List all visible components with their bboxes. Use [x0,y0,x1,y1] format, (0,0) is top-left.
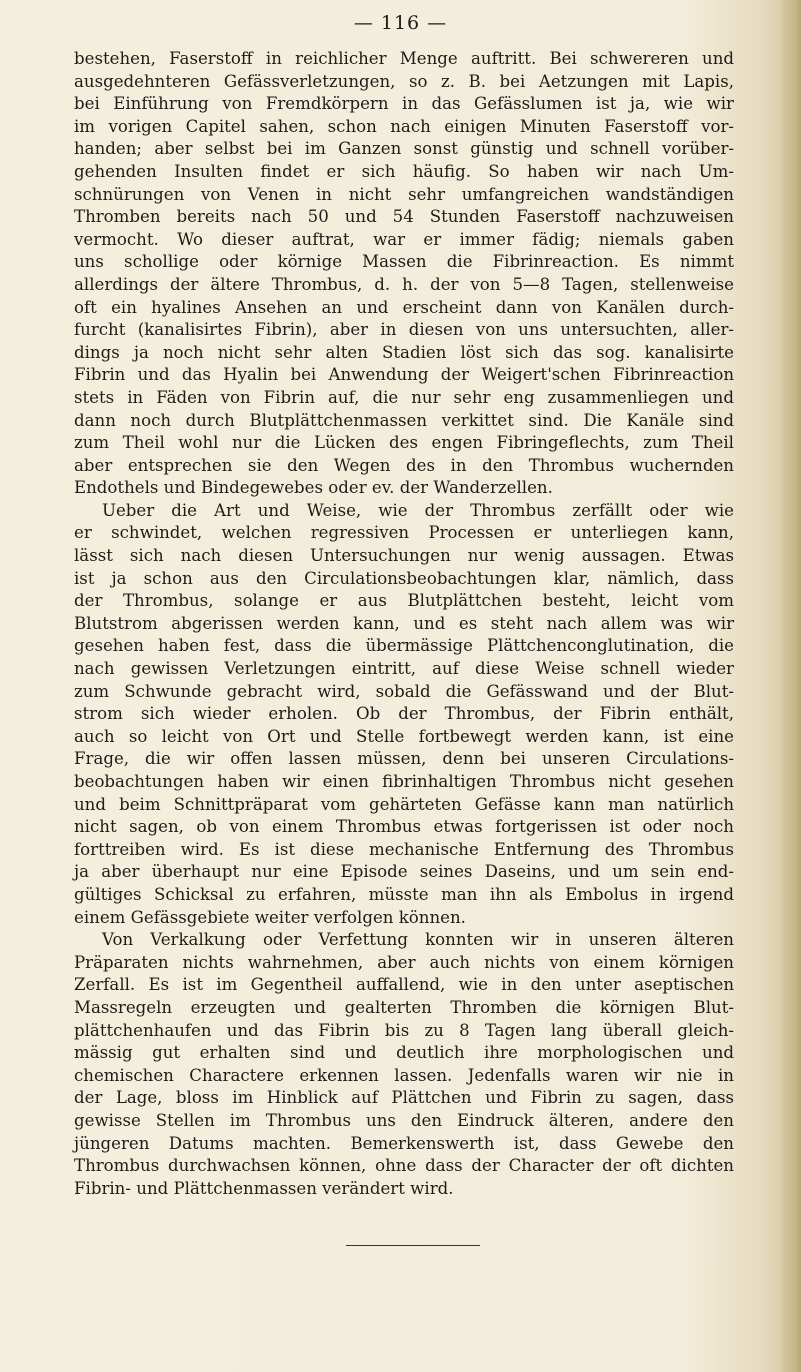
text-line: Frage, die wir offen lassen müssen, denn bei unseren Circulations- [74,749,734,769]
text-line: Fibrin- und Plättchenmassen verändert wird. [74,1178,454,1198]
text-line: oft ein hyalines Ansehen an und erscheint dann von Kanälen durch- [74,297,734,317]
text-line: Massregeln erzeugten und gealterten Thromben die körnigen Blut- [74,997,734,1017]
text-line: zum Schwunde gebracht wird, sobald die Gefässwand und der Blut- [74,681,734,701]
text-line: nicht sagen, ob von einem Thrombus etwas fortgerissen ist oder noch [74,817,734,837]
page-edge-shadow [779,0,801,1372]
text-line: gültiges Schicksal zu erfahren, müsste man ihn als Embolus in irgend [74,884,734,904]
page-number: — 116 — [353,12,448,34]
text-line: der Thrombus, solange er aus Blutplättchen besteht, leicht vom [74,591,734,611]
text-line: der Lage, bloss im Hinblick auf Plättchen und Fibrin zu sagen, dass [74,1088,734,1108]
text-line: gewisse Stellen im Thrombus uns den Eindruck älteren, andere den [74,1110,734,1130]
text-line: Von Verkalkung oder Verfettung konnten wir in unseren älteren [102,930,734,950]
text-line: Ueber die Art und Weise, wie der Thrombus zerfällt oder wie [102,500,734,520]
text-line: gehenden Insulten findet er sich häufig. So haben wir nach Um- [74,161,734,181]
text-line: strom sich wieder erholen. Ob der Thrombus, der Fibrin enthält, [74,704,734,724]
text-line: nach gewissen Verletzungen eintritt, auf diese Weise schnell wieder [74,659,734,679]
text-line: ja aber überhaupt nur eine Episode seines Daseins, und um sein end- [74,862,734,882]
text-line: Präparaten nichts wahrnehmen, aber auch nichts von einem körnigen [74,952,734,972]
text-line: Blutstrom abgerissen werden kann, und es steht nach allem was wir [74,613,734,633]
text-line: stets in Fäden von Fibrin auf, die nur sehr eng zusammenliegen und [74,387,734,407]
text-line: furcht (kanalisirtes Fibrin), aber in diesen von uns untersuchten, aller- [74,320,734,340]
text-line: bestehen, Faserstoff in reichlicher Menge auftritt. Bei schwereren und [74,49,734,68]
text-line: Endothels und Bindegewebes oder ev. der Wanderzellen. [74,478,553,498]
text-line: schnürungen von Venen in nicht sehr umfangreichen wandständigen [74,184,734,204]
text-line: im vorigen Capitel sahen, schon nach einigen Minuten Faserstoff vor- [74,116,734,136]
body-text [74,48,734,1200]
text-line: forttreiben wird. Es ist diese mechanische Entfernung des Thrombus [74,839,734,859]
text-line: er schwindet, welchen regressiven Processen er unterliegen kann, [74,523,734,543]
text-line: gesehen haben fest, dass die übermässige Plättchenconglutination, die [74,636,734,656]
text-line: handen; aber selbst bei im Ganzen sonst günstig und schnell vorüber- [74,139,734,159]
text-line: zum Theil wohl nur die Lücken des engen Fibringeflechts, zum Theil [74,433,734,453]
text-line: chemischen Charactere erkennen lassen. Jedenfalls waren wir nie in [74,1065,734,1085]
text-line: auch so leicht von Ort und Stelle fortbewegt werden kann, ist eine [74,726,734,746]
text-line: lässt sich nach diesen Untersuchungen nur wenig aussagen. Etwas [74,546,734,566]
text-line: ausgedehnteren Gefässverletzungen, so z. B. bei Aetzungen mit Lapis, [74,71,734,91]
text-line: bei Einführung von Fremdkörpern in das Gefässlumen ist ja, wie wir [74,94,734,114]
text-line: dann noch durch Blutplättchenmassen verkittet sind. Die Kanäle sind [74,410,734,430]
text-line: vermocht. Wo dieser auftrat, war er immer fädig; niemals gaben [74,229,734,249]
text-line: jüngeren Datums machten. Bemerkenswerth ist, dass Gewebe den [74,1133,734,1153]
text-line: dings ja noch nicht sehr alten Stadien löst sich das sog. kanalisirte [74,342,734,362]
text-line: ist ja schon aus den Circulationsbeobachtungen klar, nämlich, dass [74,568,734,588]
text-line: Fibrin und das Hyalin bei Anwendung der Weigert'schen Fibrinreaction [74,365,734,385]
text-line: beobachtungen haben wir einen fibrinhaltigen Thrombus nicht gesehen [74,772,734,791]
text-line: und beim Schnittpräparat vom gehärteten Gefässe kann man natürlich [74,794,734,814]
text-line: plättchenhaufen und das Fibrin bis zu 8 Tagen lang überall gleich- [74,1020,734,1040]
text-line: mässig gut erhalten sind und deutlich ihre morphologischen und [74,1043,734,1063]
text-line: Thromben bereits nach 50 und 54 Stunden Faserstoff nachzuweisen [74,207,734,227]
text-line: allerdings der ältere Thrombus, d. h. der von 5—8 Tagen, stellenweise [74,274,734,294]
text-line: aber entsprechen sie den Wegen des in den Thrombus wuchernden [74,455,734,475]
text-line: Zerfall. Es ist im Gegentheil auffallend, wie in den unter aseptischen [74,975,734,995]
text-line: einem Gefässgebiete weiter verfolgen können. [74,907,466,927]
text-line: uns schollige oder körnige Massen die Fibrinreaction. Es nimmt [74,252,734,272]
text-line: Thrombus durchwachsen können, ohne dass der Character der oft dichten [74,1156,734,1176]
footnote-rule [346,1245,480,1246]
